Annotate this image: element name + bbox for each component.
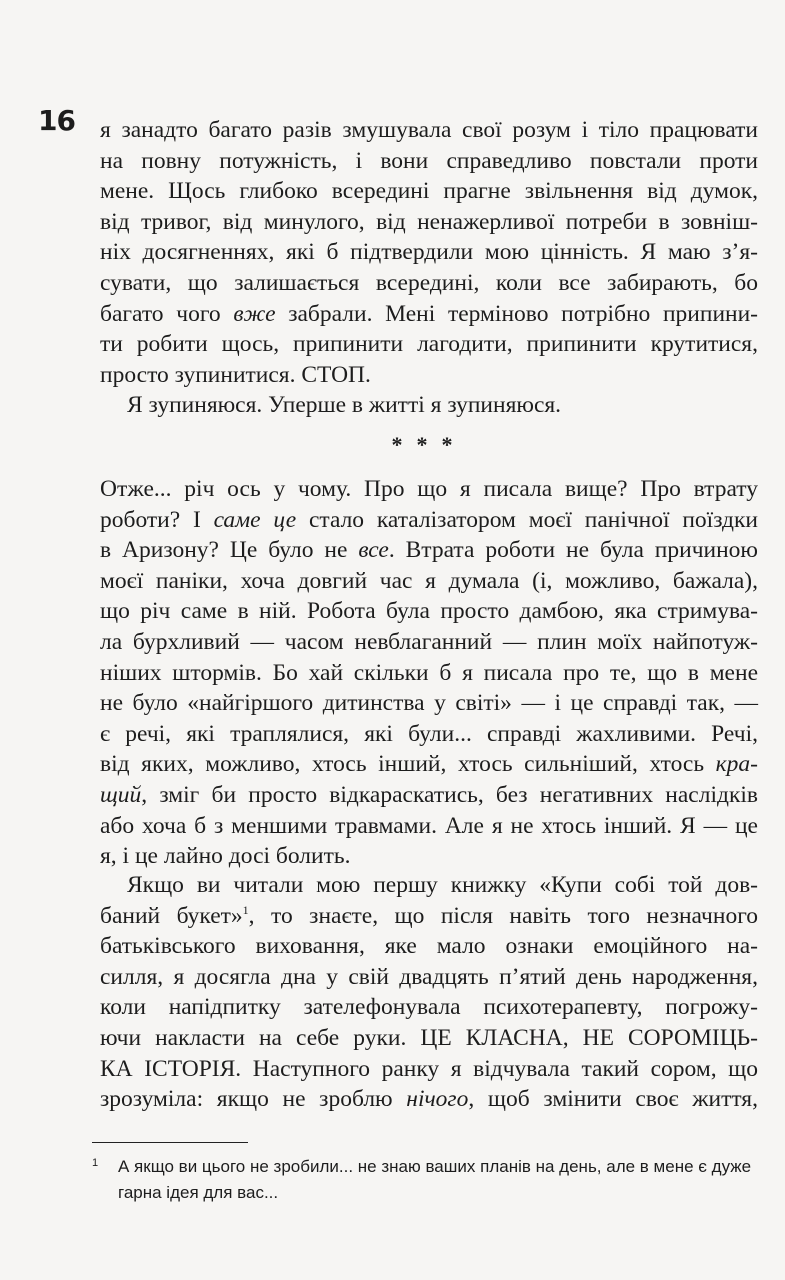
- text-line: не було «найгіршого дитинства у світі» — і це справді так, —: [100, 690, 758, 717]
- section-separator: ***: [391, 432, 467, 457]
- footnote-line: А якщо ви цього не зробили... не знаю ваших планів на день, але в мене є дуже: [118, 1157, 752, 1176]
- footnote-line: гарна ідея для вас...: [118, 1183, 279, 1202]
- footnote: [92, 1154, 758, 1206]
- footnote-marker: 1: [92, 1157, 99, 1169]
- text-line: від яких, можливо, хтось інший, хтось сильніший, хтось кра-: [100, 751, 758, 778]
- text-line: ти робити щось, припинити лагодити, припинити крутитися,: [100, 331, 758, 358]
- text-line: я, і це лайно досі болить.: [100, 843, 351, 870]
- text-line: мене. Щось глибоко всередині прагне звільнення від думок,: [100, 178, 758, 205]
- text-line: на повну потужність, і вони справедливо повстали проти: [100, 147, 758, 174]
- text-line: КА ІСТОРІЯ. Наступного ранку я відчувала такий сором, що: [100, 1055, 758, 1082]
- text-line: роботи? І саме це стало каталізатором моєї панічної поїздки: [100, 506, 758, 533]
- text-line: багато чого вже забрали. Мені терміново потрібно припини-: [100, 300, 759, 327]
- text-line: коли напідпитку зателефонувала психотерапевту, погрожу-: [100, 994, 758, 1021]
- paragraph-1: [100, 115, 758, 390]
- text-line: або хоча б з меншими травмами. Але я не хтось інший. Я — це: [100, 812, 758, 839]
- text-line: батьківського виховання, яке мало ознаки емоційного на-: [100, 933, 758, 960]
- text-line: Якщо ви читали мою першу книжку «Купи собі той дов-: [127, 872, 758, 898]
- paragraph-3: [100, 474, 758, 872]
- text-line: Отже... річ ось у чому. Про що я писала вище? Про втрату: [100, 476, 758, 502]
- text-line: ніх досягненнях, які б підтвердили мою цінність. Я маю з’я-: [100, 239, 758, 266]
- text-line: зрозуміла: якщо не зроблю нічого, щоб змінити своє життя,: [100, 1086, 758, 1113]
- paragraph-4: [100, 870, 758, 1115]
- text-line: ла бурхливий — часом невблаганний — плин моїх найпотуж-: [100, 628, 758, 655]
- footnote-divider: [92, 1142, 248, 1143]
- text-line: що річ саме в ній. Робота була просто дамбою, яка стримува-: [100, 598, 758, 625]
- text-line: від тривог, від минулого, від ненажерливої потреби в зовніш-: [100, 208, 758, 235]
- text-line: щий, зміг би просто відкараскатись, без негативних наслідків: [100, 781, 758, 808]
- paragraph-2-line: Я зупиняюся. Уперше в житті я зупиняюся.: [127, 392, 562, 418]
- text-line: моєї паніки, хоча довгий час я думала (і, можливо, бажала),: [100, 567, 758, 594]
- text-line: ніших штормів. Бо хай скільки б я писала про те, що в мене: [100, 659, 758, 686]
- text-line: сувати, що залишається всередині, коли все забирають, бо: [100, 269, 758, 296]
- text-line: ючи накласти на себе руки. ЦЕ КЛАСНА, НЕ СОРОМІЦЬ-: [100, 1024, 758, 1051]
- text-line: баний букет»$^1$, то знаєте, що після навіть того незначного: [100, 902, 758, 929]
- text-line: просто зупинитися. СТОП.: [100, 361, 371, 388]
- paragraph-2: [100, 390, 758, 421]
- text-line: силля, я досягла дна у свій двадцять п’ятий день народження,: [100, 963, 758, 990]
- text-line: є речі, які траплялися, які були... справді жахливими. Речі,: [100, 720, 758, 747]
- text-line: я занадто багато разів змушувала свої розум і тіло працювати: [100, 117, 758, 143]
- text-line: в Аризону? Це було не все. Втрата роботи не була причиною: [100, 537, 758, 564]
- page-number: 16: [38, 104, 75, 137]
